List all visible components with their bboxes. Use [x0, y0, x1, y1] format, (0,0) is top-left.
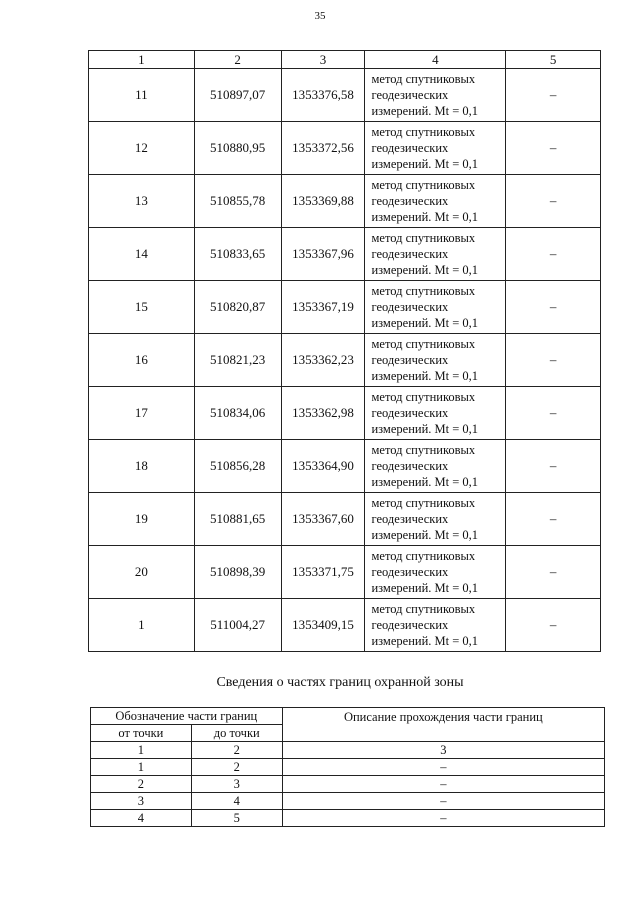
- table-row: [89, 387, 601, 440]
- table-row: [89, 281, 601, 334]
- note-cell: –: [506, 440, 601, 493]
- method-line: измерений. Mt = 0,1: [371, 634, 479, 648]
- note-cell: –: [506, 546, 601, 599]
- method-line: измерений. Mt = 0,1: [371, 528, 479, 542]
- method-line: геодезических: [371, 353, 449, 367]
- method-cell: [365, 546, 506, 599]
- table-row: [89, 175, 601, 228]
- x-coordinate-cell: 510856,28: [194, 440, 281, 493]
- table-row: [91, 793, 605, 810]
- note-cell: –: [506, 69, 601, 122]
- method-line: геодезических: [371, 194, 449, 208]
- to-point-cell: 5: [191, 810, 282, 827]
- note-cell: –: [506, 228, 601, 281]
- parts-header-row: [91, 708, 605, 725]
- y-coordinate-cell: 1353364,90: [281, 440, 365, 493]
- y-coordinate-cell: 1353369,88: [281, 175, 365, 228]
- x-coordinate-cell: 510821,23: [194, 334, 281, 387]
- description-cell: –: [282, 793, 604, 810]
- point-number-cell: 13: [89, 175, 195, 228]
- from-point-cell: 1: [91, 759, 192, 776]
- table-row: [89, 228, 601, 281]
- note-cell: –: [506, 281, 601, 334]
- boundary-parts-table: [90, 707, 605, 827]
- point-number-cell: 18: [89, 440, 195, 493]
- method-line: геодезических: [371, 565, 449, 579]
- table-row: [89, 493, 601, 546]
- point-number-cell: 19: [89, 493, 195, 546]
- method-line: геодезических: [371, 512, 449, 526]
- table-row: [91, 810, 605, 827]
- point-number-cell: 1: [89, 599, 195, 652]
- table-row: [91, 776, 605, 793]
- note-cell: –: [506, 175, 601, 228]
- page-number: 35: [314, 10, 326, 22]
- y-coordinate-cell: 1353362,98: [281, 387, 365, 440]
- method-line: геодезических: [371, 141, 449, 155]
- x-coordinate-cell: 510898,39: [194, 546, 281, 599]
- note-cell: –: [506, 122, 601, 175]
- description-cell: –: [282, 810, 604, 827]
- method-line: геодезических: [371, 459, 449, 473]
- y-coordinate-cell: 1353371,75: [281, 546, 365, 599]
- method-line: измерений. Mt = 0,1: [371, 422, 479, 436]
- method-cell: [365, 228, 506, 281]
- method-line: метод спутниковых: [371, 602, 476, 616]
- x-coordinate-cell: 510897,07: [194, 69, 281, 122]
- method-cell: [365, 387, 506, 440]
- method-line: метод спутниковых: [371, 443, 476, 457]
- boundary-description-header: Описание прохождения части границ: [282, 708, 604, 742]
- y-coordinate-cell: 1353409,15: [281, 599, 365, 652]
- from-point-cell: 2: [91, 776, 192, 793]
- table-row: [89, 440, 601, 493]
- method-cell: [365, 281, 506, 334]
- method-line: геодезических: [371, 247, 449, 261]
- method-line: геодезических: [371, 300, 449, 314]
- from-point-cell: 4: [91, 810, 192, 827]
- table-row: [89, 334, 601, 387]
- method-line: измерений. Mt = 0,1: [371, 475, 479, 489]
- method-line: измерений. Mt = 0,1: [371, 210, 479, 224]
- point-number-cell: 20: [89, 546, 195, 599]
- method-cell: [365, 334, 506, 387]
- description-cell: –: [282, 776, 604, 793]
- column-header-4: 4: [365, 51, 506, 69]
- method-line: метод спутниковых: [371, 390, 476, 404]
- x-coordinate-cell: 510820,87: [194, 281, 281, 334]
- column-header-1: 1: [89, 51, 195, 69]
- method-cell: [365, 493, 506, 546]
- method-line: измерений. Mt = 0,1: [371, 316, 479, 330]
- to-point-cell: 4: [191, 793, 282, 810]
- method-line: измерений. Mt = 0,1: [371, 104, 479, 118]
- method-line: метод спутниковых: [371, 125, 476, 139]
- method-line: геодезических: [371, 618, 449, 632]
- point-number-cell: 15: [89, 281, 195, 334]
- table-row: [89, 69, 601, 122]
- column-header-2: 2: [194, 51, 281, 69]
- coordinates-header-row: [89, 51, 601, 69]
- y-coordinate-cell: 1353367,19: [281, 281, 365, 334]
- method-line: измерений. Mt = 0,1: [371, 263, 479, 277]
- method-line: метод спутниковых: [371, 337, 476, 351]
- to-point-cell: 2: [191, 759, 282, 776]
- to-point-cell: 2: [191, 742, 282, 759]
- description-cell: –: [282, 759, 604, 776]
- method-cell: [365, 122, 506, 175]
- column-header-3: 3: [281, 51, 365, 69]
- method-line: измерений. Mt = 0,1: [371, 369, 479, 383]
- table-row: [89, 546, 601, 599]
- point-number-cell: 12: [89, 122, 195, 175]
- method-line: метод спутниковых: [371, 496, 476, 510]
- from-point-header: от точки: [91, 725, 192, 742]
- method-cell: [365, 440, 506, 493]
- from-point-cell: 3: [91, 793, 192, 810]
- y-coordinate-cell: 1353372,56: [281, 122, 365, 175]
- note-cell: –: [506, 599, 601, 652]
- note-cell: –: [506, 334, 601, 387]
- table-row: [91, 759, 605, 776]
- from-point-cell: 1: [91, 742, 192, 759]
- method-line: метод спутниковых: [371, 72, 476, 86]
- method-line: измерений. Mt = 0,1: [371, 581, 479, 595]
- table-row: [91, 742, 605, 759]
- y-coordinate-cell: 1353376,58: [281, 69, 365, 122]
- y-coordinate-cell: 1353367,96: [281, 228, 365, 281]
- note-cell: –: [506, 387, 601, 440]
- description-cell: 3: [282, 742, 604, 759]
- table-row: [89, 122, 601, 175]
- method-cell: [365, 175, 506, 228]
- x-coordinate-cell: 510880,95: [194, 122, 281, 175]
- x-coordinate-cell: 510855,78: [194, 175, 281, 228]
- method-line: метод спутниковых: [371, 284, 476, 298]
- x-coordinate-cell: 510833,65: [194, 228, 281, 281]
- method-line: геодезических: [371, 406, 449, 420]
- boundary-part-designation-header: Обозначение части границ: [91, 708, 283, 725]
- method-line: метод спутниковых: [371, 178, 476, 192]
- column-header-5: 5: [506, 51, 601, 69]
- point-number-cell: 11: [89, 69, 195, 122]
- x-coordinate-cell: 510834,06: [194, 387, 281, 440]
- section-title: Сведения о частях границ охранной зоны: [216, 675, 464, 690]
- y-coordinate-cell: 1353367,60: [281, 493, 365, 546]
- table-row: [89, 599, 601, 652]
- coordinates-table: [88, 50, 601, 652]
- point-number-cell: 16: [89, 334, 195, 387]
- point-number-cell: 17: [89, 387, 195, 440]
- x-coordinate-cell: 510881,65: [194, 493, 281, 546]
- method-line: метод спутниковых: [371, 231, 476, 245]
- method-cell: [365, 599, 506, 652]
- method-line: метод спутниковых: [371, 549, 476, 563]
- note-cell: –: [506, 493, 601, 546]
- method-cell: [365, 69, 506, 122]
- method-line: геодезических: [371, 88, 449, 102]
- to-point-cell: 3: [191, 776, 282, 793]
- y-coordinate-cell: 1353362,23: [281, 334, 365, 387]
- x-coordinate-cell: 511004,27: [194, 599, 281, 652]
- to-point-header: до точки: [191, 725, 282, 742]
- method-line: измерений. Mt = 0,1: [371, 157, 479, 171]
- point-number-cell: 14: [89, 228, 195, 281]
